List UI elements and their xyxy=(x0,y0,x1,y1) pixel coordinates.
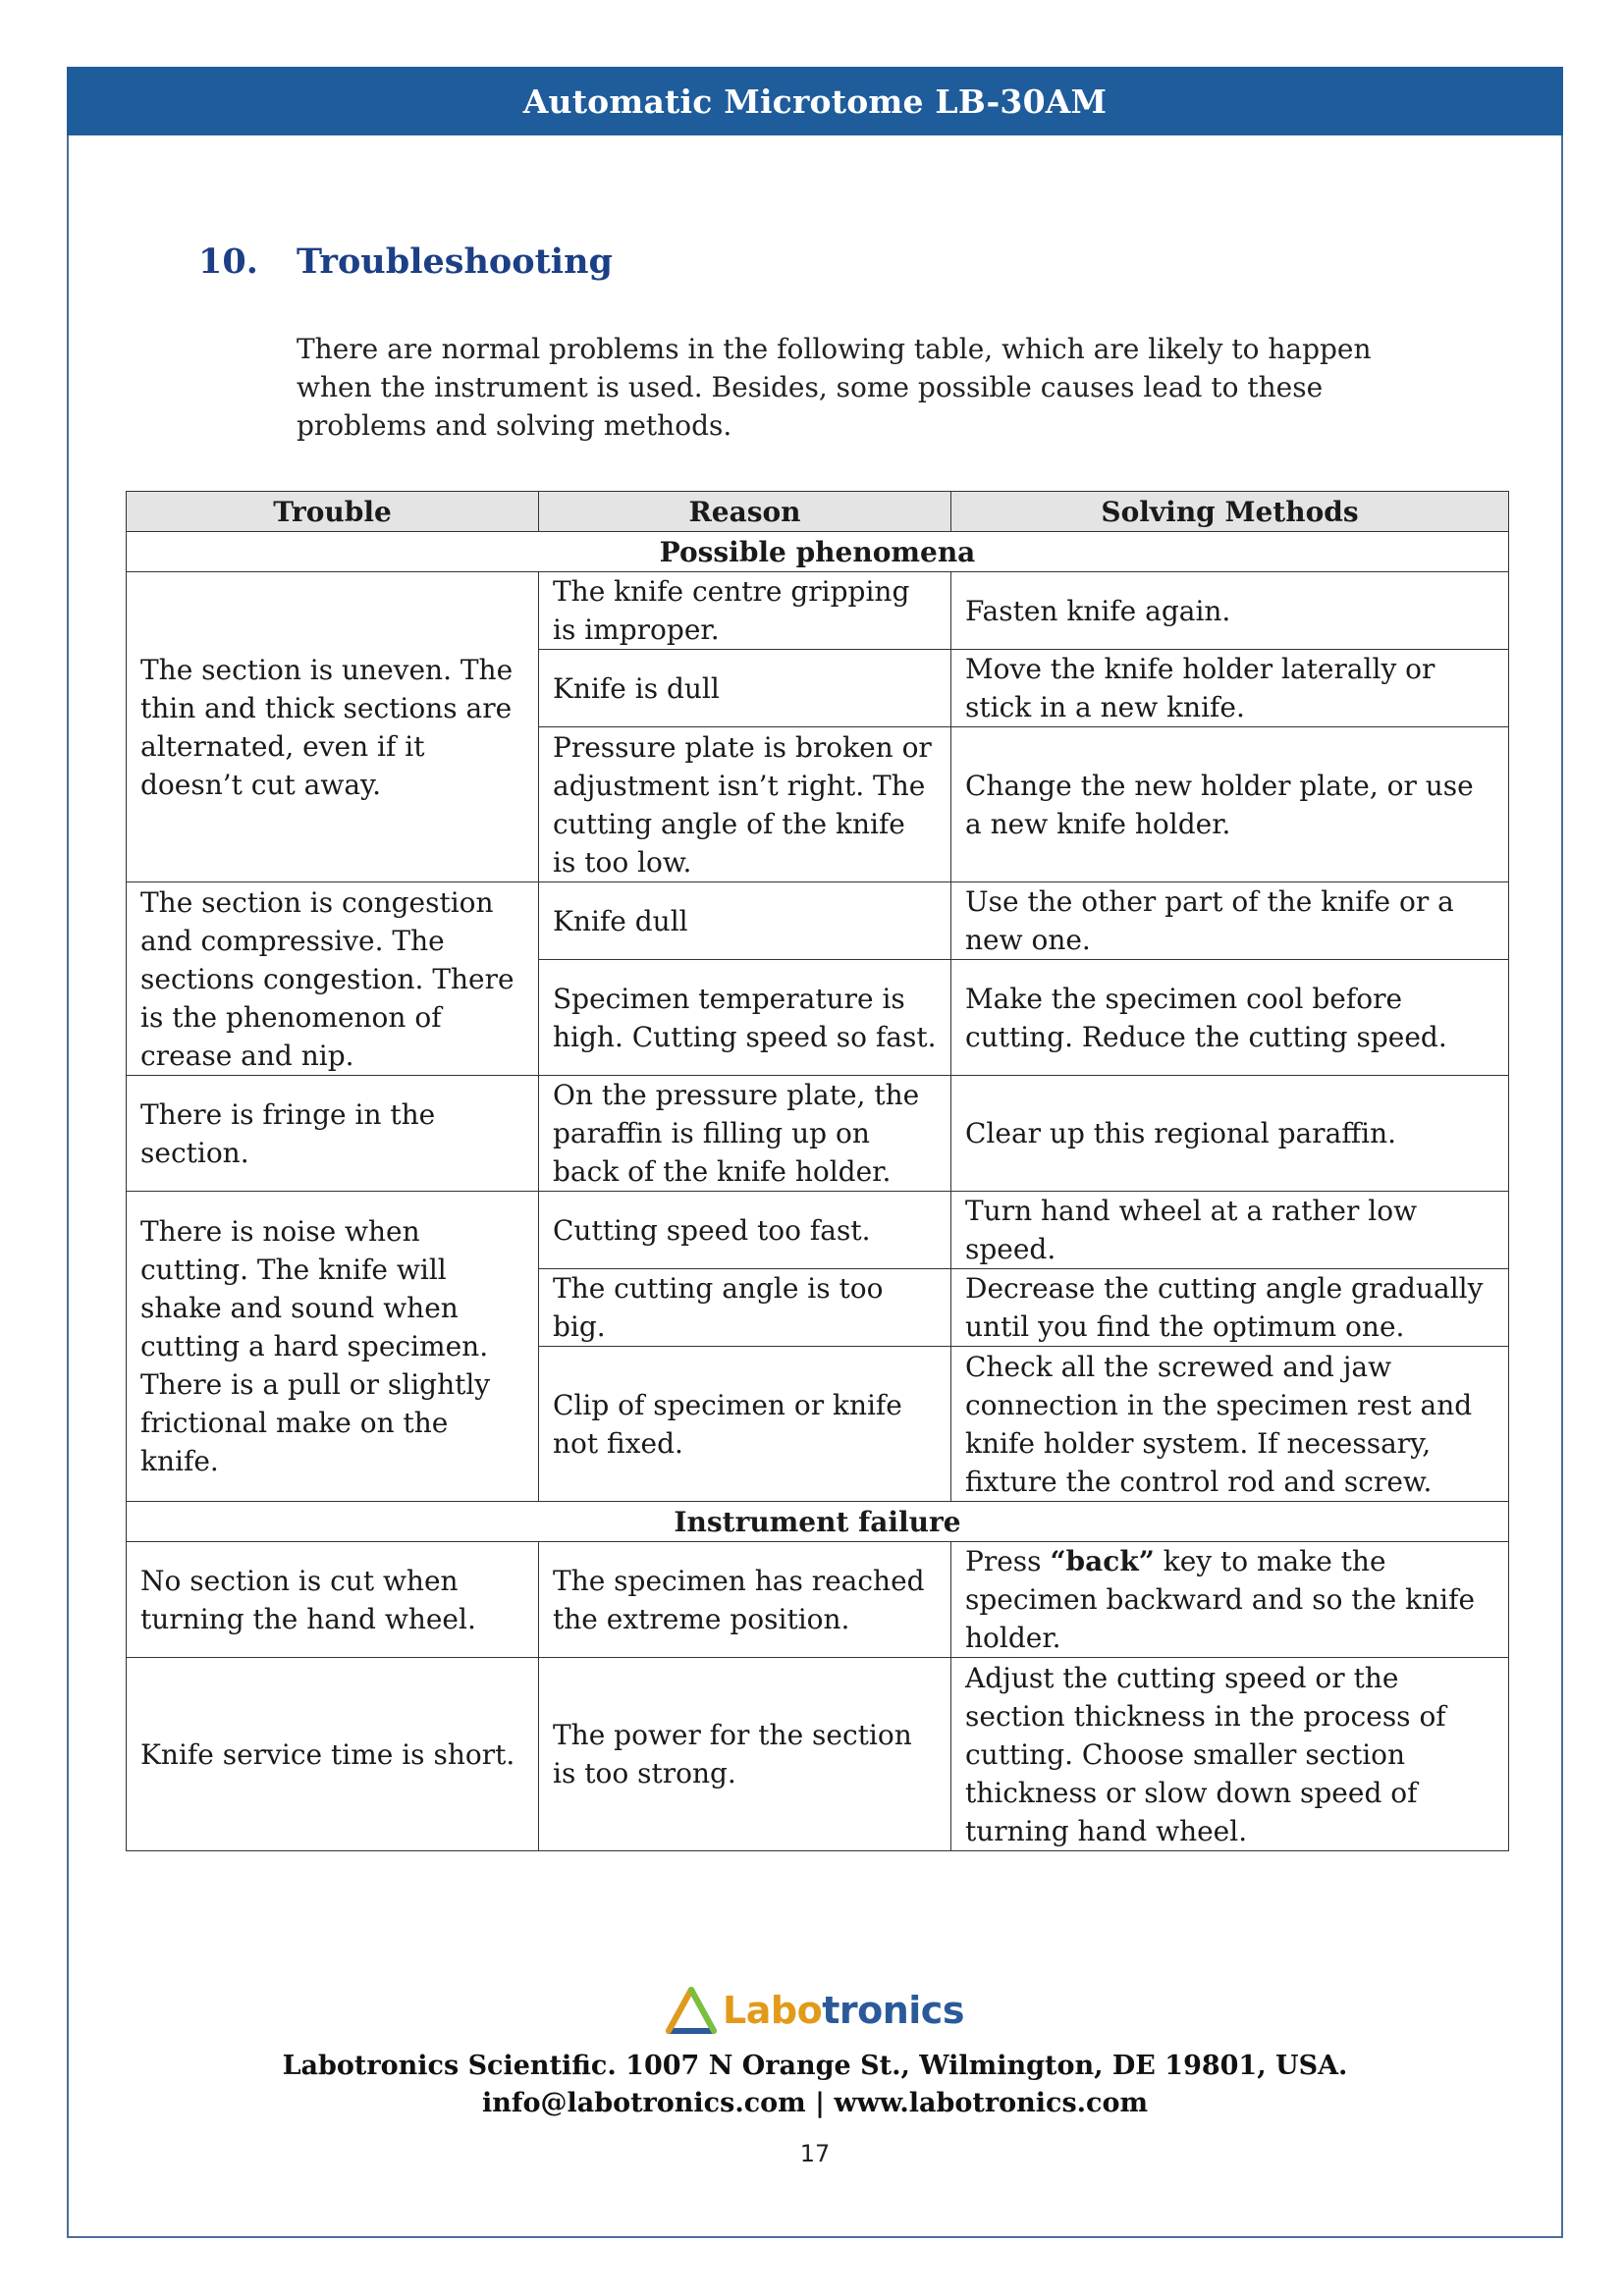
reason-cell: The cutting angle is too big. xyxy=(539,1269,951,1347)
reason-cell: Knife is dull xyxy=(539,650,951,727)
section-title: Troubleshooting xyxy=(297,241,613,282)
company-contact: info@labotronics.com | www.labotronics.com xyxy=(481,2088,1149,2118)
logo-wordmark xyxy=(723,1989,964,2032)
solution-cell: Adjust the cutting speed or the section thickness in the process of cutting. Choose smaller section thickness or slow down speed of turning hand wheel. xyxy=(951,1658,1509,1851)
solution-cell: Check all the screwed and jaw connection in the specimen rest and knife holder system. If necessary, fixture the control rod and screw. xyxy=(951,1347,1509,1502)
troubleshooting-table xyxy=(126,491,1509,1851)
solution-cell: Clear up this regional paraffin. xyxy=(951,1076,1509,1192)
page-number: 17 xyxy=(799,2140,831,2167)
solution-cell: Make the specimen cool before cutting. Reduce the cutting speed. xyxy=(951,960,1509,1076)
solution-cell: Move the knife holder laterally or stick in a new knife. xyxy=(951,650,1509,727)
table-row xyxy=(127,572,1509,650)
group-row-instrument-failure xyxy=(127,1502,1509,1542)
table-row xyxy=(127,1076,1509,1192)
trouble-cell: Knife service time is short. xyxy=(127,1658,539,1851)
group-title: Possible phenomena xyxy=(127,532,1509,572)
reason-cell: Knife dull xyxy=(539,882,951,960)
group-row-possible-phenomena xyxy=(127,532,1509,572)
solution-cell: Turn hand wheel at a rather low speed. xyxy=(951,1192,1509,1269)
column-header-reason: Reason xyxy=(539,492,951,532)
solution-cell: Fasten knife again. xyxy=(951,572,1509,650)
table-header-row xyxy=(127,492,1509,532)
trouble-cell: No section is cut when turning the hand wheel. xyxy=(127,1542,539,1658)
reason-cell: The specimen has reached the extreme position. xyxy=(539,1542,951,1658)
solution-cell: Decrease the cutting angle gradually until you find the optimum one. xyxy=(951,1269,1509,1347)
labotronics-logo xyxy=(67,1983,1563,2038)
solution-cell xyxy=(951,1542,1509,1658)
column-header-solving-methods: Solving Methods xyxy=(951,492,1509,532)
table-row xyxy=(127,1658,1509,1851)
section-number: 10. xyxy=(198,241,258,282)
column-header-trouble: Trouble xyxy=(127,492,539,532)
triangle-logo-icon xyxy=(666,1987,717,2034)
table-row xyxy=(127,1542,1509,1658)
solution-text-before: Press xyxy=(965,1545,1051,1577)
page-footer xyxy=(67,1983,1563,2122)
reason-cell: Specimen temperature is high. Cutting speed so fast. xyxy=(539,960,951,1076)
logo-wordmark-part2: tronics xyxy=(822,1989,964,2032)
group-title: Instrument failure xyxy=(127,1502,1509,1542)
solution-cell: Use the other part of the knife or a new one. xyxy=(951,882,1509,960)
intro-paragraph: There are normal problems in the following table, which are likely to happen when the instrument is used. Besides, some possible causes lead to these problems and solving methods. xyxy=(297,333,1372,442)
back-key-label: “back” xyxy=(1050,1545,1155,1577)
reason-cell: On the pressure plate, the paraffin is filling up on back of the knife holder. xyxy=(539,1076,951,1192)
trouble-cell: There is fringe in the section. xyxy=(127,1076,539,1192)
table-row xyxy=(127,1192,1509,1269)
table-row xyxy=(127,882,1509,960)
trouble-cell: The section is uneven. The thin and thick sections are alternated, even if it doesn’t cut away. xyxy=(127,572,539,882)
reason-cell: Pressure plate is broken or adjustment isn’t right. The cutting angle of the knife is too low. xyxy=(539,727,951,882)
reason-cell: The power for the section is too strong. xyxy=(539,1658,951,1851)
reason-cell: Clip of specimen or knife not fixed. xyxy=(539,1347,951,1502)
section-heading xyxy=(198,241,613,282)
document-header-banner xyxy=(67,67,1563,135)
solution-text-after: key to make the specimen backward and so the knife holder. xyxy=(965,1545,1476,1654)
logo-wordmark-part1: Labo xyxy=(723,1989,823,2032)
reason-cell: The knife centre gripping is improper. xyxy=(539,572,951,650)
reason-cell: Cutting speed too fast. xyxy=(539,1192,951,1269)
document-title: Automatic Microtome LB-30AM xyxy=(522,81,1108,121)
trouble-cell: The section is congestion and compressive. The sections congestion. There is the phenomenon of crease and nip. xyxy=(127,882,539,1076)
trouble-cell: There is noise when cutting. The knife will shake and sound when cutting a hard specimen. There is a pull or slightly frictional make on the knife. xyxy=(127,1192,539,1502)
solution-cell: Change the new holder plate, or use a new knife holder. xyxy=(951,727,1509,882)
company-address: Labotronics Scientific. 1007 N Orange St., Wilmington, DE 19801, USA. xyxy=(282,2051,1348,2081)
